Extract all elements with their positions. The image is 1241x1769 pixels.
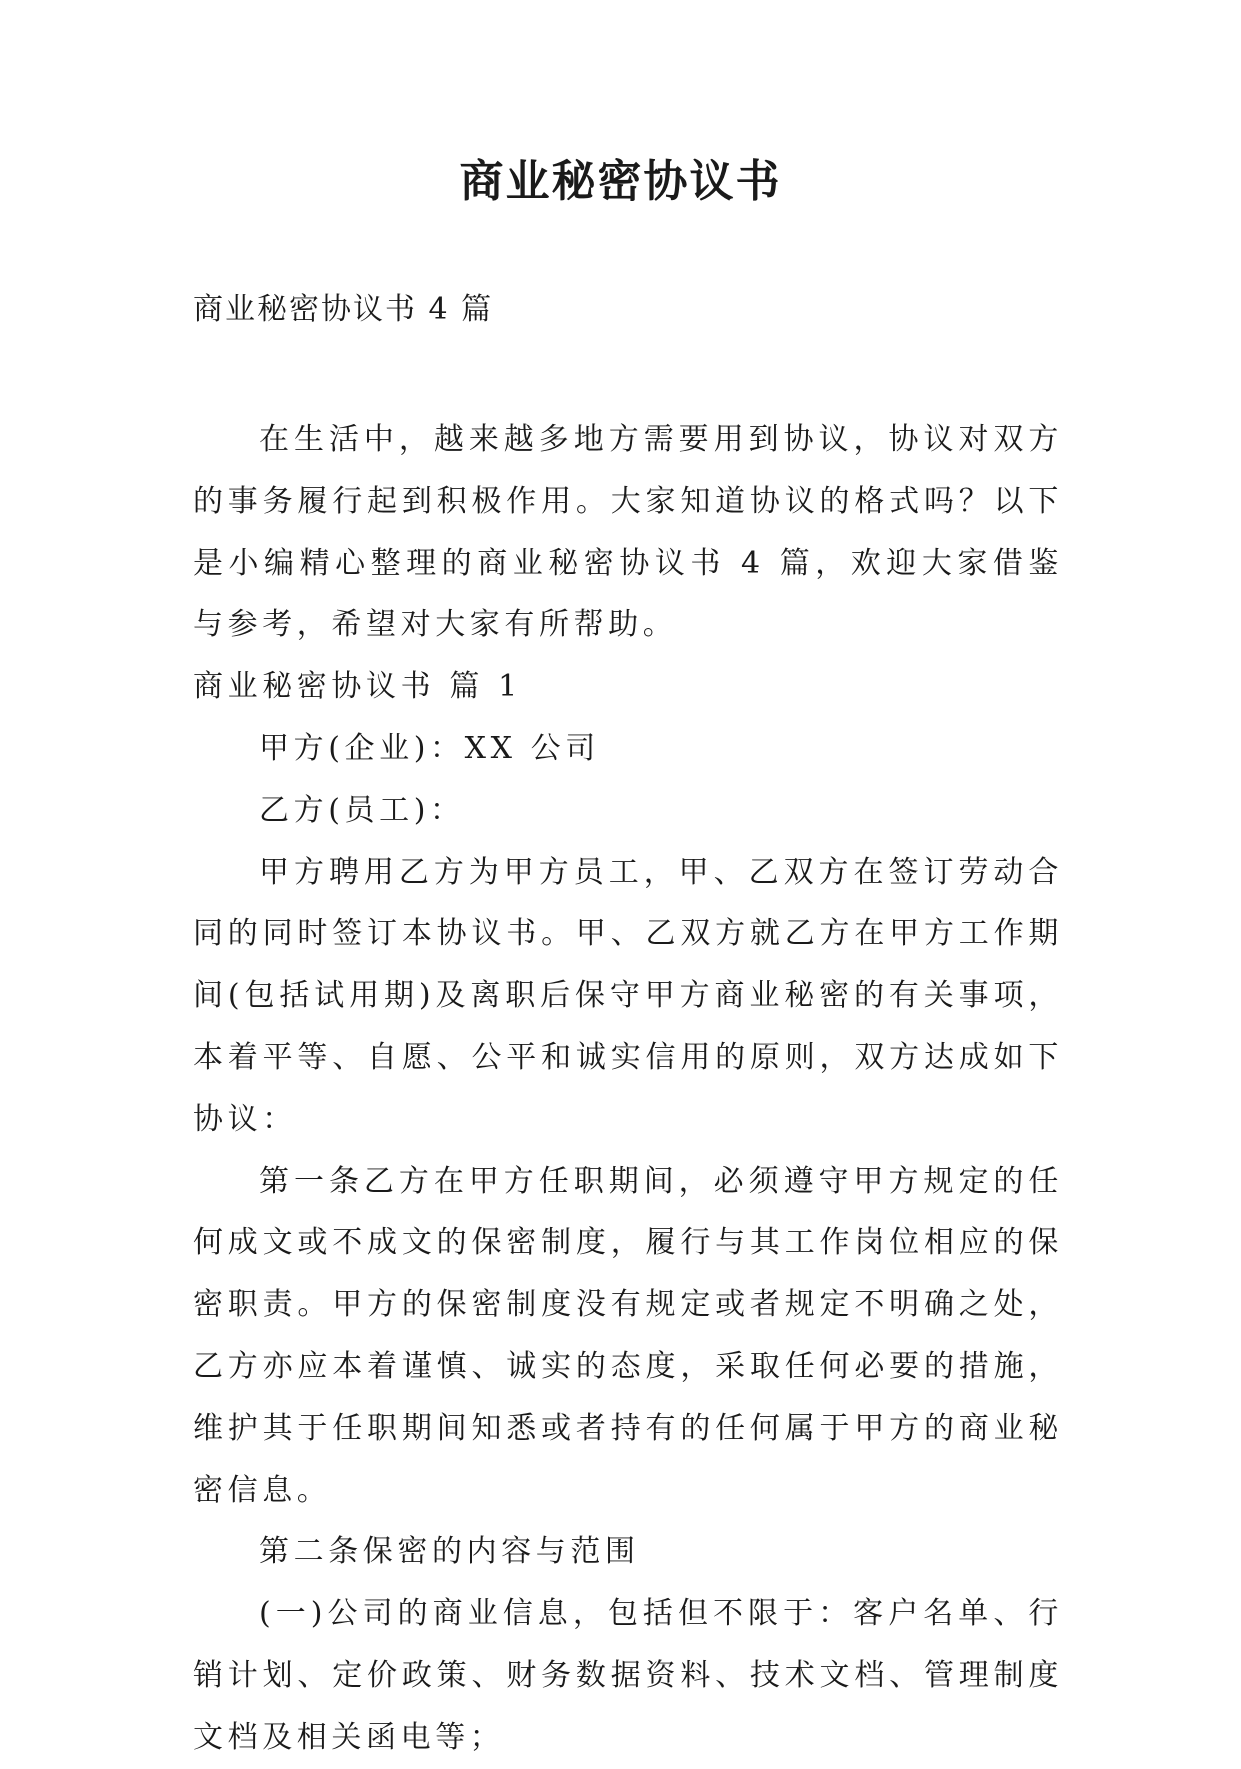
party-a-line: 甲方(企业)：XX 公司: [259, 730, 600, 766]
preamble-paragraph: 甲方聘用乙方为甲方员工，甲、乙双方在签订劳动合同的同时签订本协议书。甲、乙双方就乙方在甲方工作期间(包括试用期)及离职后保守甲方商业秘密的有关事项，本着平等、自愿、公平和诚实信用的原则，双方达成如下协议：: [193, 854, 1063, 1137]
document-subtitle: 商业秘密协议书 4 篇: [193, 292, 494, 327]
article-two-heading: 第二条保密的内容与范围: [259, 1534, 640, 1570]
document-body: [193, 409, 1063, 1769]
party-b-line: 乙方(员工)：: [259, 792, 465, 828]
section-heading: 商业秘密协议书 篇 1: [193, 669, 522, 705]
intro-paragraph: 在生活中，越来越多地方需要用到协议，协议对双方的事务履行起到积极作用。大家知道协议的格式吗？以下是小编精心整理的商业秘密协议书 4 篇，欢迎大家借鉴与参考，希望对大家有所帮助。: [193, 422, 1063, 643]
article-one-paragraph: 第一条乙方在甲方任职期间，必须遵守甲方规定的任何成文或不成文的保密制度，履行与其工作岗位相应的保密职责。甲方的保密制度没有规定或者规定不明确之处，乙方亦应本着谨慎、诚实的态度，采取任何必要的措施，维护其于任职期间知悉或者持有的任何属于甲方的商业秘密信息。: [193, 1163, 1063, 1508]
article-two-item-one: (一)公司的商业信息，包括但不限于：客户名单、行销计划、定价政策、财务数据资料、技术文档、管理制度文档及相关函电等；: [193, 1596, 1063, 1755]
document-title: 商业秘密协议书: [459, 156, 782, 207]
